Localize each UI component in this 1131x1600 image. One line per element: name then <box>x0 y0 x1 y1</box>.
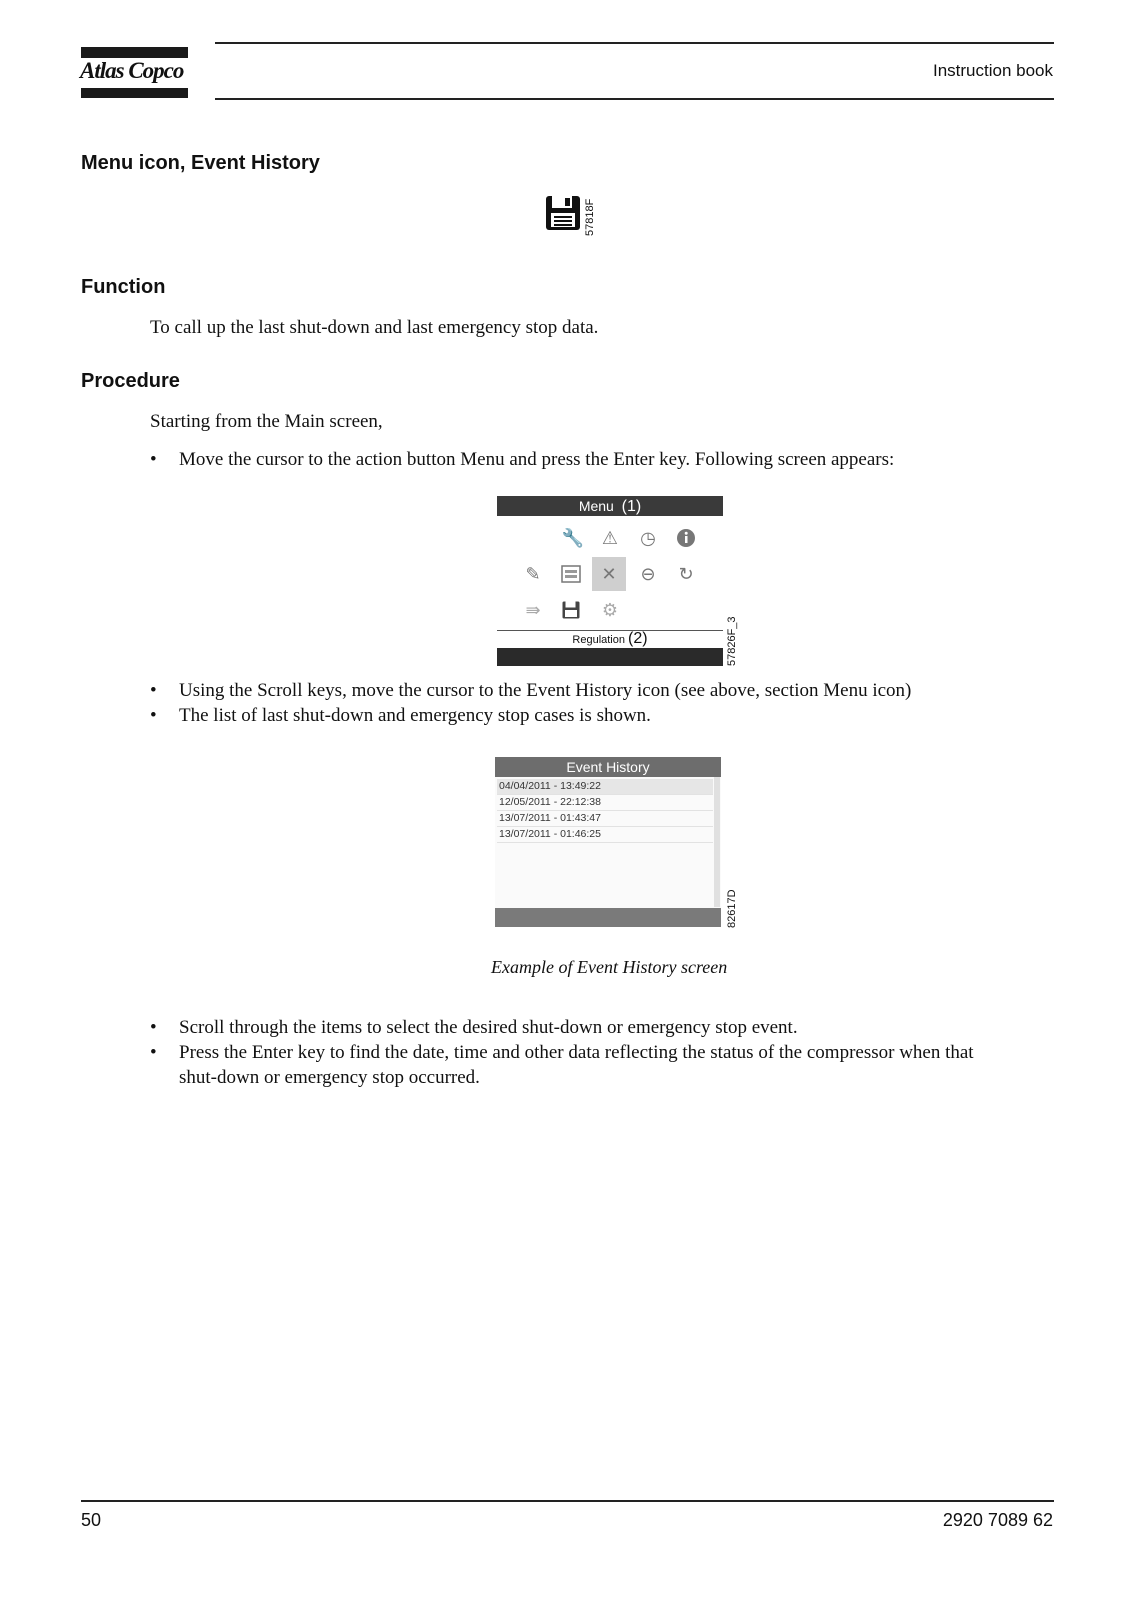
header-rule-bottom <box>215 98 1054 100</box>
menu-screen-code: 57826F_3 <box>726 616 738 666</box>
logo-bar-bottom <box>81 88 188 98</box>
bullet-dot: • <box>150 680 157 701</box>
regulation-label: Regulation <box>572 634 625 646</box>
clock-icon: ◷ <box>640 527 656 549</box>
menu-title-callout: (1) <box>621 498 642 515</box>
procedure-heading: Procedure <box>81 370 180 392</box>
counter-icon <box>559 562 583 586</box>
bullet-text: shut-down or emergency stop occurred. <box>179 1067 480 1088</box>
save-icon <box>559 598 583 622</box>
menu-screen-bottom-bar <box>497 648 723 666</box>
icon-code: 57818F <box>584 198 596 236</box>
header-rule-top <box>215 42 1054 44</box>
menu-screen-title: Menu <box>578 498 614 514</box>
figure-caption: Example of Event History screen <box>491 957 728 977</box>
wrench-icon: 🔧 <box>561 527 585 549</box>
event-history-bottom-bar <box>495 908 721 927</box>
event-history-header: Event History <box>495 757 721 777</box>
bullet-text: Scroll through the items to select the desired shut-down or emergency stop event. <box>179 1017 798 1038</box>
event-row: 13/07/2011 - 01:46:25 <box>497 827 713 843</box>
settings-gears-icon: ⚙ <box>601 599 619 621</box>
event-row: 12/05/2011 - 22:12:38 <box>497 795 713 811</box>
return-icon: ⊖ <box>640 563 656 585</box>
function-heading: Function <box>81 276 166 298</box>
regulation-callout: (2) <box>628 630 648 647</box>
procedure-intro: Starting from the Main screen, <box>150 411 383 432</box>
event-history-screen-code: 82617D <box>726 889 738 928</box>
bullet-text: Press the Enter key to find the date, time and other data reflecting the status of the compressor when that <box>179 1042 974 1063</box>
forward-icon: ↻ <box>678 563 694 585</box>
bullet-text: The list of last shut-down and emergency stop cases is shown. <box>179 705 651 726</box>
event-row: 13/07/2011 - 01:43:47 <box>497 811 713 827</box>
event-row: 04/04/2011 - 13:49:22 <box>497 779 713 795</box>
section-title: Menu icon, Event History <box>81 152 320 174</box>
menu-screen-header <box>497 496 723 516</box>
document-number: 2920 7089 62 <box>942 1510 1053 1530</box>
event-history-scrollbar <box>714 777 720 907</box>
bullet-dot: • <box>150 449 157 470</box>
info-icon <box>674 526 698 550</box>
event-history-icon <box>545 195 581 231</box>
menu-screen-figure <box>497 496 723 666</box>
warning-triangle-icon: ⚠ <box>601 527 619 549</box>
page-number: 50 <box>81 1510 102 1530</box>
service-icon: ✎ <box>525 563 541 585</box>
bullet-text: Using the Scroll keys, move the cursor to the Event History icon (see above, section Menu icon) <box>179 680 912 701</box>
event-history-screen-figure <box>495 757 721 927</box>
bullet-text: Move the cursor to the action button Menu and press the Enter key. Following screen appears: <box>179 449 895 470</box>
logo-bar-top <box>81 47 188 58</box>
header-title: Instruction book <box>932 61 1053 80</box>
bullet-dot: • <box>150 705 157 726</box>
footer-rule <box>81 1500 1054 1502</box>
unlock-icon: ⇛ <box>525 599 541 621</box>
function-text: To call up the last shut-down and last emergency stop data. <box>150 317 599 338</box>
menu-screen-footer-label <box>497 631 723 648</box>
regulation-icon: ✕ <box>592 557 626 591</box>
logo: Atlas Copco <box>80 58 184 83</box>
bullet-dot: • <box>150 1017 157 1038</box>
bullet-dot: • <box>150 1042 157 1063</box>
